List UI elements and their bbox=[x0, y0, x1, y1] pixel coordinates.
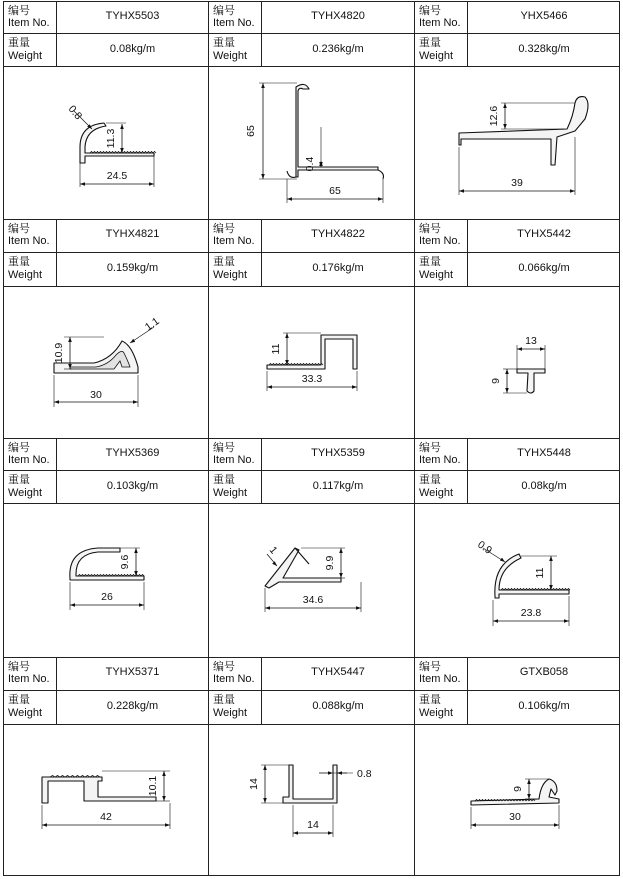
profile-drawing-svg bbox=[4, 67, 207, 218]
weight-value: 0.228kg/m bbox=[106, 700, 159, 712]
dimension-arrowhead bbox=[120, 124, 124, 129]
weight-value: 0.066kg/m bbox=[518, 262, 570, 274]
dimension-arrowhead bbox=[459, 189, 464, 193]
weight-value: 0.08kg/m bbox=[521, 480, 567, 492]
weight-label-cn: 重量 bbox=[419, 256, 441, 268]
item-no-label-en: Item No. bbox=[8, 17, 50, 29]
item-no-label-cn: 编号 bbox=[8, 442, 30, 454]
row-divider bbox=[3, 252, 620, 253]
profile-drawing bbox=[209, 725, 413, 875]
row-divider bbox=[3, 219, 620, 220]
item-no-label-en: Item No. bbox=[419, 17, 461, 29]
weight-label-en: Weight bbox=[419, 487, 454, 499]
dimension-arrowhead bbox=[356, 606, 361, 610]
dimension-arrowhead bbox=[527, 794, 531, 799]
profile-drawing-svg bbox=[4, 287, 207, 437]
dimension-arrowhead bbox=[493, 619, 498, 623]
dimension-arrowhead bbox=[337, 771, 342, 775]
row-divider bbox=[3, 690, 620, 691]
profile-outline bbox=[42, 777, 156, 803]
item-no-label-cn: 编号 bbox=[8, 661, 30, 673]
item-no-label-en: Item No. bbox=[213, 454, 255, 466]
weight-value: 0.236kg/m bbox=[312, 43, 364, 55]
dimension-label: 14 bbox=[307, 819, 319, 831]
dimension-arrowhead bbox=[505, 388, 509, 393]
item-no-label-en: Item No. bbox=[8, 235, 50, 247]
item-no-label-cn: 编号 bbox=[419, 223, 441, 235]
dimension-arrowhead bbox=[503, 103, 507, 108]
dimension-arrowhead bbox=[261, 83, 265, 88]
item-no-label-cn: 编号 bbox=[419, 5, 441, 17]
item-no-label-cn: 编号 bbox=[419, 442, 441, 454]
item-no-label-en: Item No. bbox=[213, 673, 255, 685]
item-no-label-en: Item No. bbox=[419, 235, 461, 247]
weight-label-cn: 重量 bbox=[213, 474, 235, 486]
dimension-arrowhead bbox=[378, 197, 383, 201]
dimension-arrowhead bbox=[564, 619, 569, 623]
profile-drawing bbox=[4, 287, 207, 437]
profile-drawing bbox=[4, 67, 207, 218]
profile-drawing-svg bbox=[209, 67, 413, 218]
dimension-arrowhead bbox=[261, 174, 265, 179]
weight-label-en: Weight bbox=[213, 707, 248, 719]
dimension-label: 9.6 bbox=[119, 554, 131, 570]
dimension-arrowhead bbox=[133, 400, 138, 404]
dimension-arrowhead bbox=[42, 823, 47, 827]
dimension-arrowhead bbox=[54, 400, 59, 404]
dimension-arrowhead bbox=[285, 333, 289, 338]
dimension-arrowhead bbox=[265, 606, 270, 610]
profile-drawing bbox=[415, 725, 619, 875]
dimension-label: 0.9 bbox=[475, 538, 495, 557]
dimension-arrowhead bbox=[500, 558, 505, 562]
dimension-label: 9.9 bbox=[324, 555, 336, 571]
profile-drawing-svg bbox=[415, 67, 619, 218]
weight-value: 0.103kg/m bbox=[106, 480, 159, 492]
dimension-label: 0.8 bbox=[357, 768, 372, 780]
profile-drawing-svg bbox=[4, 504, 207, 656]
dimension-label: 34.6 bbox=[302, 594, 324, 606]
item-no-label-cn: 编号 bbox=[8, 5, 30, 17]
weight-value: 0.08kg/m bbox=[109, 43, 156, 55]
weight-label-en: Weight bbox=[213, 487, 248, 499]
item-no-label-en: Item No. bbox=[8, 454, 50, 466]
item-no-value: TYHX5442 bbox=[517, 228, 571, 240]
weight-label-cn: 重量 bbox=[213, 694, 235, 706]
dimension-label: 13 bbox=[525, 335, 537, 347]
dimension-arrowhead bbox=[267, 385, 272, 389]
profile-drawing bbox=[209, 67, 413, 218]
item-no-value: TYHX5369 bbox=[105, 447, 160, 459]
profile-outline bbox=[80, 123, 154, 163]
dimension-arrowhead bbox=[68, 337, 72, 342]
dimension-arrowhead bbox=[505, 369, 509, 374]
profile-drawing-svg bbox=[209, 504, 413, 656]
dimension-arrowhead bbox=[272, 561, 277, 566]
dimension-arrowhead bbox=[139, 603, 144, 607]
profile-drawing bbox=[415, 504, 619, 656]
dimension-arrowhead bbox=[165, 823, 170, 827]
item-no-value: TYHX5503 bbox=[105, 10, 160, 22]
profile-outline bbox=[283, 765, 337, 803]
dimension-arrowhead bbox=[503, 124, 507, 129]
profile-drawing-svg bbox=[209, 725, 413, 875]
weight-label-cn: 重量 bbox=[8, 694, 30, 706]
dimension-arrowhead bbox=[328, 771, 333, 775]
item-no-label-cn: 编号 bbox=[419, 661, 441, 673]
dimension-arrowhead bbox=[554, 823, 559, 827]
dimension-label: 10.9 bbox=[53, 342, 65, 364]
dimension-label: 1 bbox=[266, 544, 280, 557]
profile-drawing bbox=[4, 725, 207, 875]
profile-lip bbox=[287, 170, 383, 179]
item-no-label-en: Item No. bbox=[213, 235, 255, 247]
dimension-arrowhead bbox=[285, 360, 289, 365]
profile-drawing-svg bbox=[415, 287, 619, 437]
profile-drawing bbox=[415, 287, 619, 437]
profile-outline bbox=[459, 97, 588, 165]
dimension-arrowhead bbox=[263, 765, 267, 770]
item-no-value: GTXB058 bbox=[519, 666, 569, 678]
weight-label-cn: 重量 bbox=[419, 37, 441, 49]
weight-label-cn: 重量 bbox=[213, 256, 235, 268]
weight-label-en: Weight bbox=[8, 50, 43, 62]
dimension-label: 30 bbox=[90, 389, 102, 401]
dimension-label: 65 bbox=[329, 185, 341, 197]
dimension-arrowhead bbox=[162, 771, 166, 776]
weight-label-en: Weight bbox=[213, 50, 248, 62]
item-no-value: TYHX4820 bbox=[311, 10, 365, 22]
dimension-arrowhead bbox=[328, 831, 333, 835]
dimension-arrowhead bbox=[287, 197, 292, 201]
profile-drawing bbox=[209, 504, 413, 656]
weight-label-en: Weight bbox=[213, 269, 248, 281]
item-no-label-cn: 编号 bbox=[213, 223, 235, 235]
weight-label-en: Weight bbox=[8, 707, 43, 719]
profile-drawing bbox=[415, 67, 619, 218]
profile-drawing-svg bbox=[209, 287, 413, 437]
dimension-arrowhead bbox=[149, 182, 154, 186]
dimension-arrowhead bbox=[130, 339, 135, 343]
weight-label-cn: 重量 bbox=[419, 694, 441, 706]
row-divider bbox=[3, 438, 620, 439]
profile-drawing-svg bbox=[415, 725, 619, 875]
weight-label-en: Weight bbox=[419, 707, 454, 719]
item-no-label-en: Item No. bbox=[8, 673, 50, 685]
profile-flange bbox=[295, 548, 309, 564]
weight-value: 0.106kg/m bbox=[518, 700, 570, 712]
item-no-value: TYHX5359 bbox=[311, 447, 365, 459]
dimension-label: 33.3 bbox=[301, 373, 323, 385]
profile-outline bbox=[517, 369, 545, 393]
dimension-label: 26 bbox=[101, 591, 113, 603]
dimension-label: 9 bbox=[512, 786, 524, 792]
dimension-arrowhead bbox=[293, 831, 298, 835]
item-no-value: TYHX5448 bbox=[517, 447, 571, 459]
item-no-value: TYHX5371 bbox=[105, 666, 160, 678]
item-no-label-cn: 编号 bbox=[8, 223, 30, 235]
dimension-arrowhead bbox=[80, 182, 85, 186]
dimension-label: 9 bbox=[490, 378, 502, 384]
item-no-label-en: Item No. bbox=[213, 17, 255, 29]
weight-label-en: Weight bbox=[8, 487, 43, 499]
item-no-value: TYHX5447 bbox=[311, 666, 365, 678]
dimension-label: 11.3 bbox=[105, 128, 117, 149]
dimension-arrowhead bbox=[570, 189, 575, 193]
dimension-label: 0.8 bbox=[65, 103, 85, 123]
weight-label-en: Weight bbox=[419, 50, 454, 62]
item-no-label-en: Item No. bbox=[419, 673, 461, 685]
dimension-arrowhead bbox=[517, 347, 522, 351]
row-divider bbox=[3, 470, 620, 471]
item-no-label-cn: 编号 bbox=[213, 661, 235, 673]
item-no-value: TYHX4822 bbox=[311, 228, 365, 240]
dimension-label: 11 bbox=[534, 567, 546, 579]
dimension-label: 10.1 bbox=[147, 775, 159, 797]
dimension-label: 0.4 bbox=[304, 156, 316, 172]
item-no-label-cn: 编号 bbox=[213, 5, 235, 17]
weight-label-en: Weight bbox=[8, 269, 43, 281]
item-no-label-cn: 编号 bbox=[213, 442, 235, 454]
dimension-label: 24.5 bbox=[106, 170, 128, 182]
dimension-arrowhead bbox=[70, 603, 75, 607]
dimension-arrowhead bbox=[162, 796, 166, 801]
profile-drawing-svg bbox=[4, 725, 207, 875]
dimension-arrowhead bbox=[339, 548, 343, 553]
dimension-arrowhead bbox=[540, 347, 545, 351]
dimension-label: 30 bbox=[509, 811, 521, 823]
dimension-arrowhead bbox=[352, 385, 357, 389]
dimension-label: 11 bbox=[270, 343, 282, 355]
weight-value: 0.159kg/m bbox=[106, 262, 159, 274]
row-divider bbox=[3, 657, 620, 658]
dimension-arrowhead bbox=[549, 556, 553, 561]
dimension-label: 42 bbox=[100, 811, 112, 823]
dimension-arrowhead bbox=[527, 779, 531, 784]
weight-value: 0.088kg/m bbox=[312, 700, 364, 712]
profile-outline bbox=[495, 554, 569, 598]
dimension-arrowhead bbox=[263, 798, 267, 803]
weight-value: 0.176kg/m bbox=[312, 262, 364, 274]
item-no-value: YHX5466 bbox=[520, 10, 568, 22]
weight-label-cn: 重量 bbox=[8, 37, 30, 49]
dimension-label: 39 bbox=[511, 177, 523, 189]
weight-label-cn: 重量 bbox=[8, 256, 30, 268]
profile-drawing-svg bbox=[415, 504, 619, 656]
dimension-label: 12.6 bbox=[488, 105, 500, 127]
dimension-label: 14 bbox=[248, 778, 260, 790]
item-no-value: TYHX4821 bbox=[105, 228, 160, 240]
row-divider bbox=[3, 33, 620, 34]
weight-label-cn: 重量 bbox=[8, 474, 30, 486]
weight-label-cn: 重量 bbox=[419, 474, 441, 486]
profile-drawing bbox=[209, 287, 413, 437]
weight-value: 0.117kg/m bbox=[312, 480, 364, 492]
dimension-label: 23.8 bbox=[520, 607, 542, 619]
item-no-label-en: Item No. bbox=[419, 454, 461, 466]
weight-label-en: Weight bbox=[419, 269, 454, 281]
profile-drawing bbox=[4, 504, 207, 656]
weight-label-cn: 重量 bbox=[213, 37, 235, 49]
dimension-arrowhead bbox=[471, 823, 476, 827]
dimension-label: 1.1 bbox=[142, 315, 162, 334]
dimension-label: 65 bbox=[245, 125, 257, 137]
weight-value: 0.328kg/m bbox=[518, 43, 570, 55]
dimension-arrowhead bbox=[134, 548, 138, 553]
dimension-arrowhead bbox=[339, 573, 343, 578]
